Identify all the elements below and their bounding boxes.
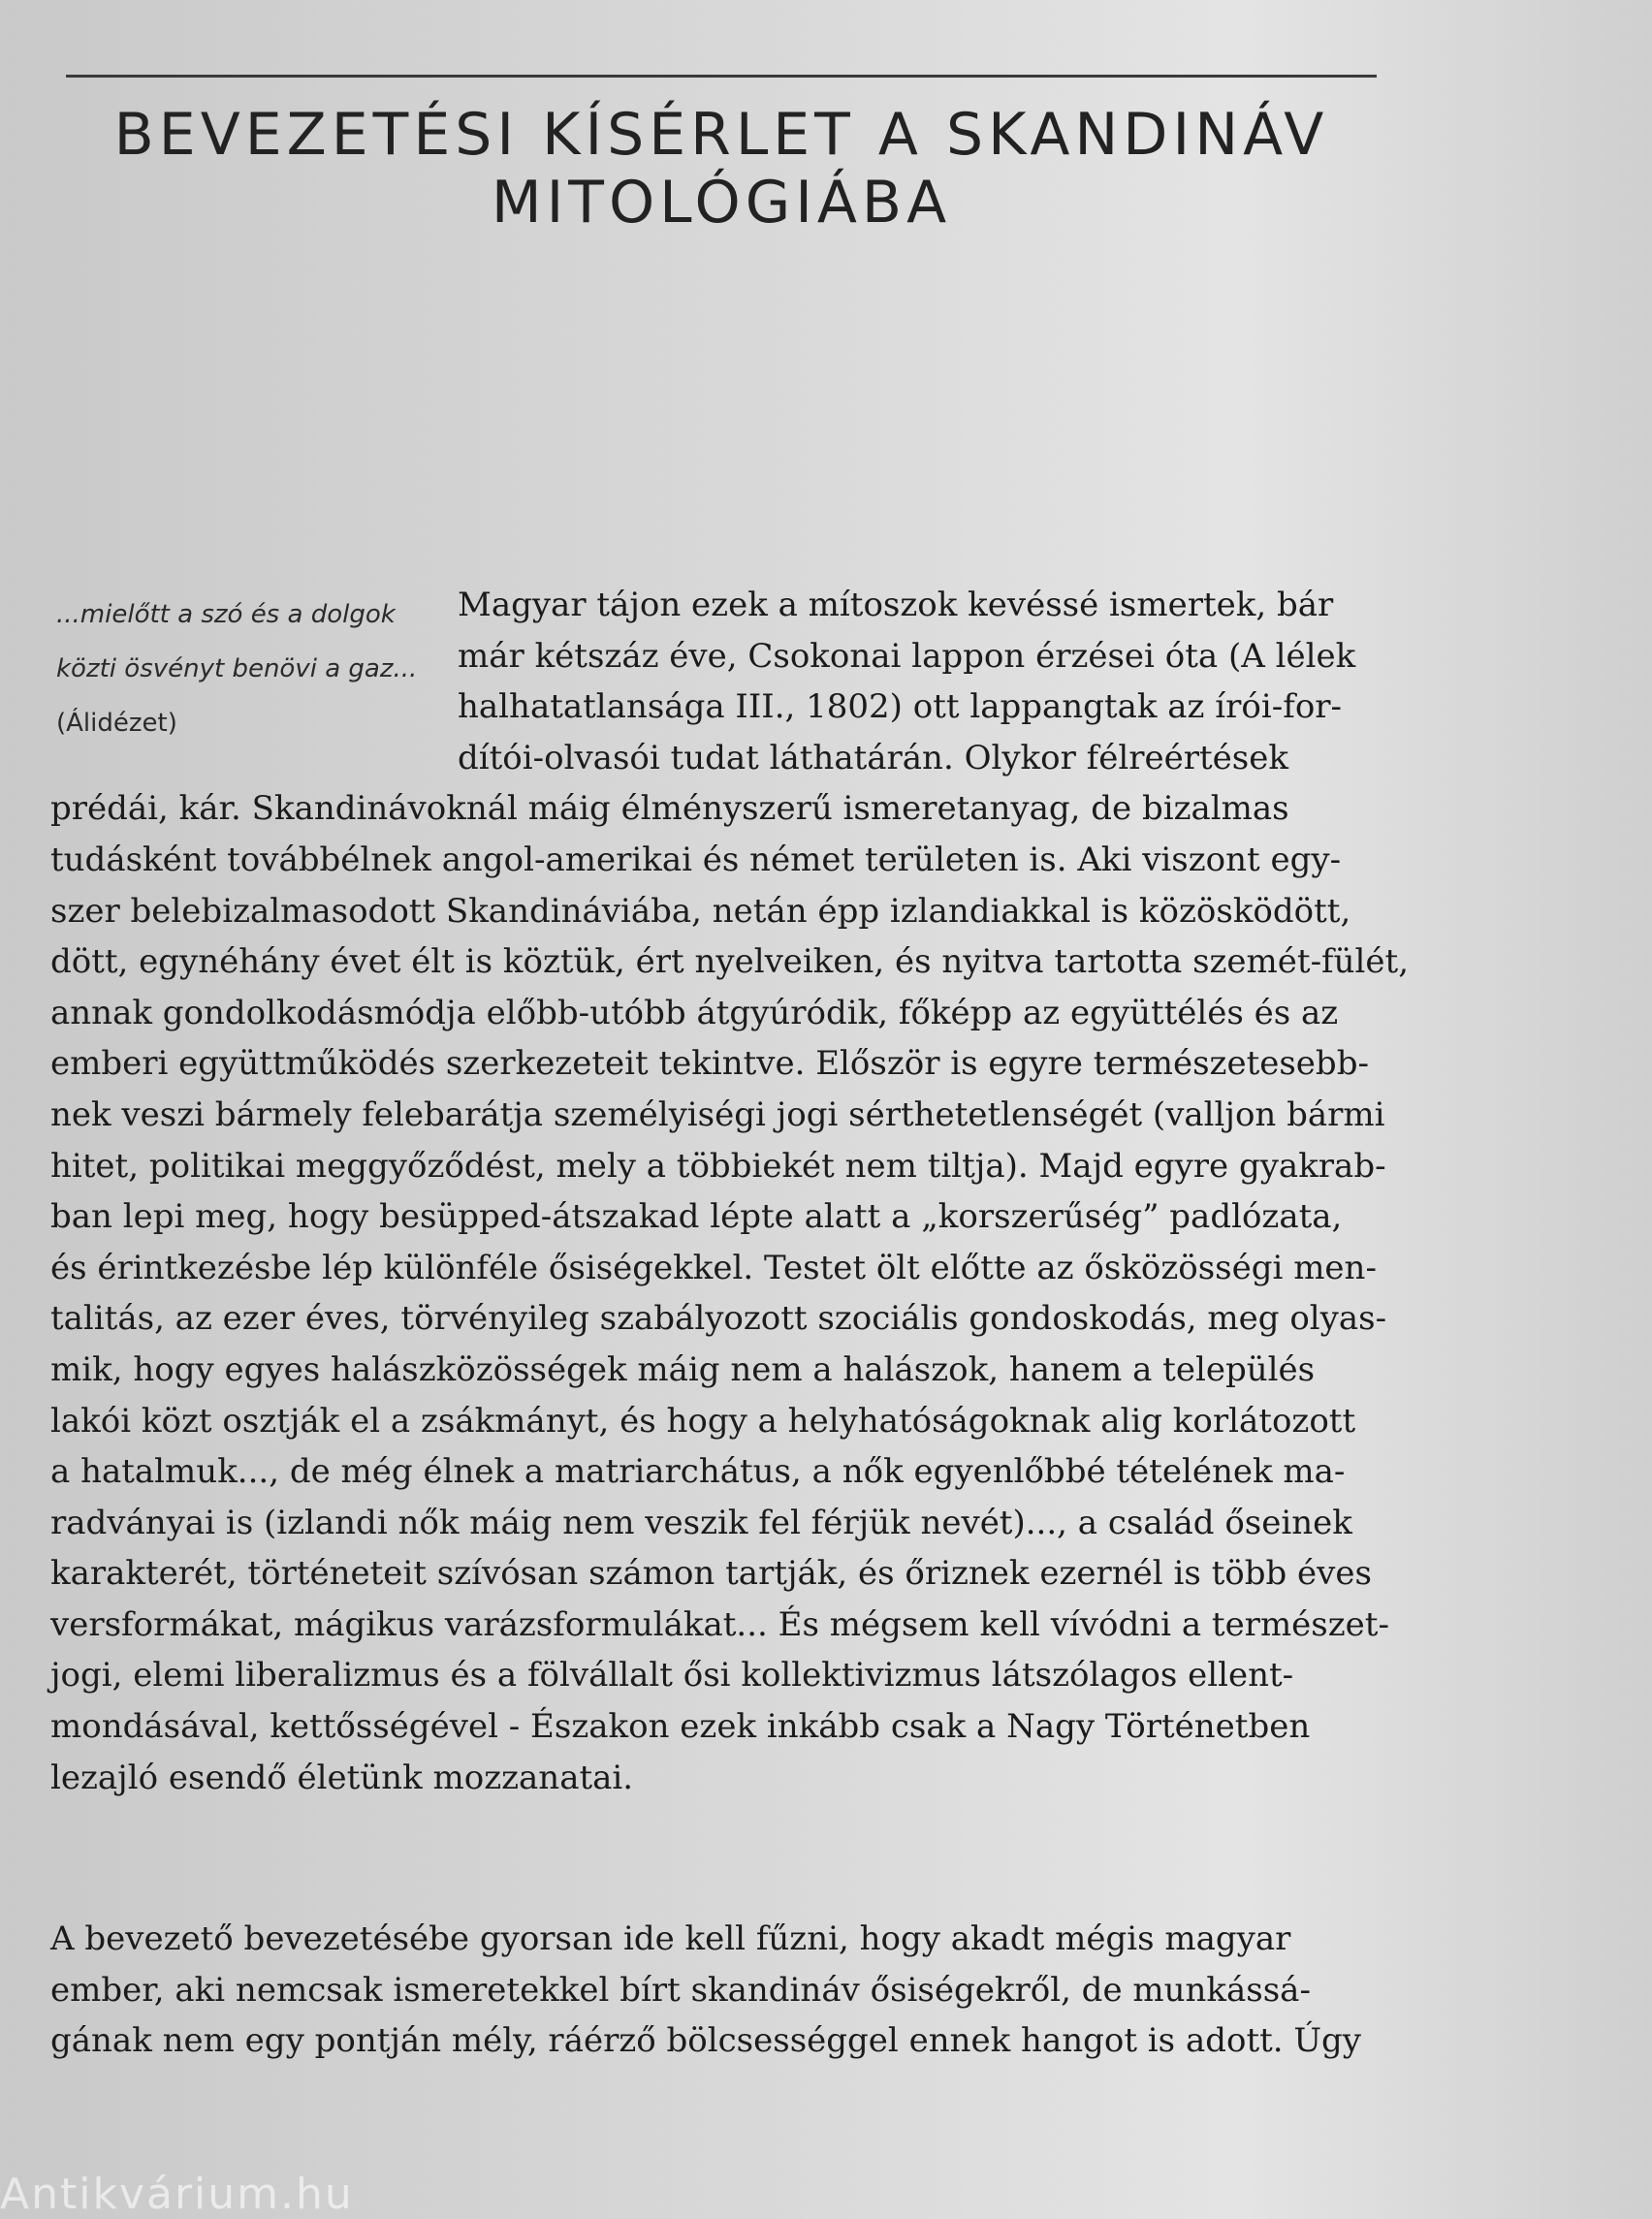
- paragraph-line: versformákat, mágikus varázsformulákat... És mégsem kell vívódni a természet-: [50, 1604, 1389, 1644]
- paragraph-line: dött, egynéhány évet élt is köztük, ért nyelveiken, és nyitva tartotta szemét-fülét,: [50, 942, 1410, 982]
- epigraph-line-1: ...mielőtt a szó és a dolgok: [56, 600, 396, 629]
- paragraph-line: emberi együttműködés szerkezeteit tekintve. Először is egyre természetesebb-: [50, 1044, 1369, 1084]
- paragraph-line: prédái, kár. Skandinávoknál máig élményszerű ismeretanyag, de bizalmas: [50, 789, 1289, 829]
- chapter-title-line-1: BEVEZETÉSI KÍSÉRLET A SKANDINÁV: [113, 101, 1329, 169]
- chapter-title: [66, 101, 1377, 237]
- top-rule: [66, 75, 1377, 78]
- paragraph-line: már kétszáz éve, Csokonai lappon érzései óta (A lélek: [458, 636, 1356, 676]
- paragraph-line: lezajló esendő életünk mozzanatai.: [50, 1758, 634, 1797]
- paragraph-line: A bevezető bevezetésébe gyorsan ide kell fűzni, hogy akadt mégis magyar: [50, 1919, 1291, 1958]
- paragraph-line: Magyar tájon ezek a mítoszok kevéssé ismertek, bár: [458, 586, 1334, 624]
- paragraph-line: tudásként továbbélnek angol-amerikai és német területen is. Aki viszont egy-: [50, 840, 1342, 879]
- paragraph-line: hitet, politikai meggyőződést, mely a többiekét nem tiltja). Majd egyre gyakrab-: [50, 1146, 1386, 1186]
- site-watermark: Antikvárium.hu: [0, 2170, 354, 2219]
- paragraph-line: lakói közt osztják el a zsákmányt, és hogy a helyhatóságoknak alig korlátozott: [50, 1401, 1356, 1441]
- paragraph-line: mik, hogy egyes halászközösségek máig nem a halászok, hanem a település: [50, 1349, 1316, 1389]
- paragraph-line: jogi, elemi liberalizmus és a fölvállalt ősi kollektivizmus látszólagos ellent-: [50, 1656, 1294, 1696]
- paragraph-line: szer belebizalmasodott Skandináviába, netán épp izlandiakkal is közösködött,: [50, 891, 1351, 931]
- body-paragraph-2: [50, 1914, 1379, 2067]
- paragraph-line: gának nem egy pontján mély, ráérző bölcsességgel ennek hangot is adott. Úgy: [50, 2021, 1362, 2061]
- paragraph-line: a hatalmuk..., de még élnek a matriarchátus, a nők egyenlőbbé tételének ma-: [50, 1452, 1346, 1492]
- paragraph-line: dítói-olvasói tudat láthatárán. Olykor félreértések: [458, 738, 1288, 777]
- paragraph-line: ban lepi meg, hogy besüpped-átszakad lépte alatt a „korszerűség” padlózata,: [50, 1197, 1343, 1237]
- paragraph-line: radványai is (izlandi nők máig nem veszik fel férjük nevét)..., a család őseinek: [50, 1503, 1352, 1542]
- epigraph-attribution: (Álidézet): [56, 709, 177, 738]
- paragraph-line: nek veszi bármely felebarátja személyiségi jogi sérthetetlenségét (valljon bármi: [50, 1094, 1385, 1134]
- paragraph-line: halhatatlansága III., 1802) ott lappangtak az írói-for-: [458, 687, 1343, 727]
- chapter-title-line-2: MITOLÓGIÁBA: [491, 169, 952, 237]
- body-paragraph-1: [50, 580, 1410, 1803]
- paragraph-line: mondásával, kettősségével - Északon ezek inkább csak a Nagy Történetben: [50, 1707, 1311, 1747]
- epigraph-line-2: közti ösvényt benövi a gaz...: [56, 654, 418, 683]
- paragraph-line: annak gondolkodásmódja előbb-utóbb átgyúródik, főképp az együttélés és az: [50, 993, 1339, 1032]
- paragraph-line: talitás, az ezer éves, törvényileg szabályozott szociális gondoskodás, meg olyas-: [50, 1299, 1387, 1339]
- paragraph-line: karakterét, történeteit szívósan számon tartják, és őriznek ezernél is több éves: [50, 1554, 1372, 1594]
- paragraph-line: ember, aki nemcsak ismeretekkel bírt skandináv ősiségekről, de munkássá-: [50, 1970, 1311, 2010]
- paragraph-line: és érintkezésbe lép különféle ősiségekkel. Testet ölt előtte az ősközösségi men-: [50, 1248, 1377, 1287]
